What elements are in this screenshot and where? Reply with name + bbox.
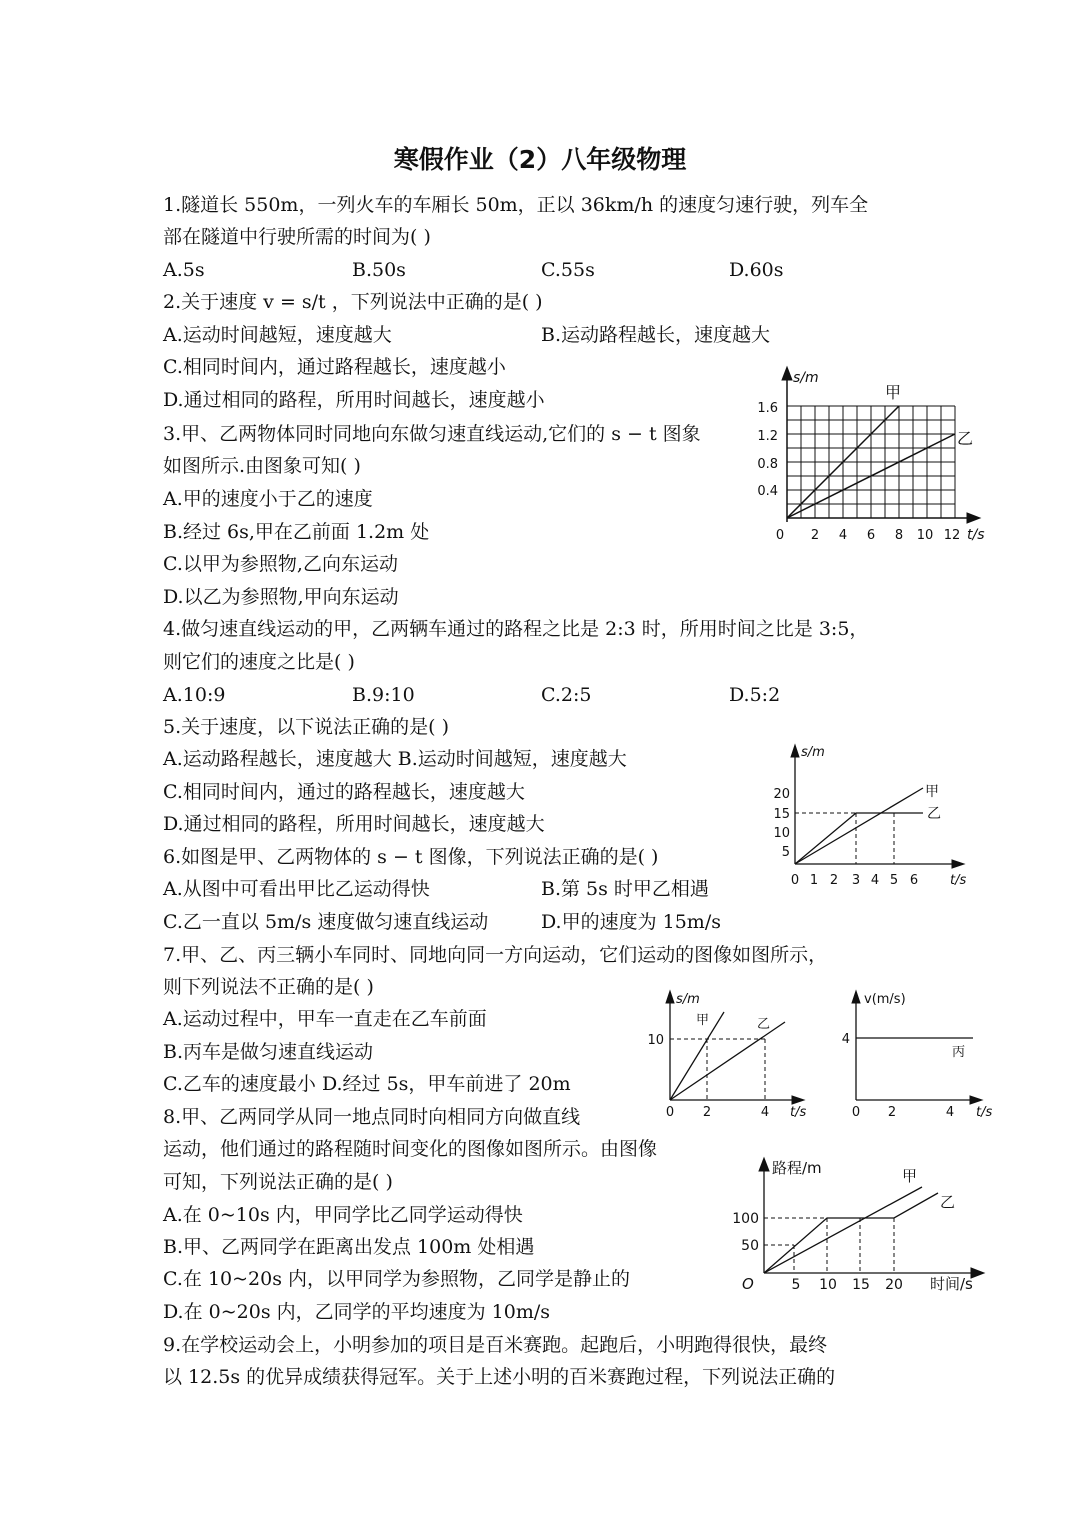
y-tick: 10 [647,1033,664,1048]
x-tick: 1 [809,873,819,888]
series-label-bing: 丙 [952,1045,966,1060]
y-arrow [782,367,792,380]
x-tick: 12 [943,528,961,543]
q9-stem-1: 9.在学校运动会上，小明参加的项目是百米赛跑。起跑后，小明跑得很快，最终 [163,1334,828,1356]
series-label-yi: 乙 [927,806,941,822]
y-label: s/m [793,370,819,386]
y-label: v(m/s) [864,992,906,1007]
x-tick: 0 [665,1105,675,1120]
q3-option-a: A.甲的速度小于乙的速度 [163,488,373,510]
series-jia [764,1187,922,1273]
q2-option-d: D.通过相同的路程，所用时间越长，速度越小 [163,389,545,411]
x-tick: 4 [760,1105,770,1120]
q8-option-d: D.在 0~20s 内，乙同学的平均速度为 10m/s [163,1301,550,1323]
x-label: 时间/s [930,1275,973,1293]
y-label: s/m [676,992,700,1007]
y-label: s/m [801,745,825,760]
q7-stem-2: 则下列说法不正确的是( ) [163,976,374,998]
y-tick: 1.2 [757,429,778,444]
x-tick: 20 [885,1277,903,1293]
series-label-jia: 甲 [885,383,902,402]
q6-option-d: D.甲的速度为 15m/s [541,911,721,933]
grid [787,406,955,518]
q4-option-c: C.2:5 [541,684,592,706]
page-title: 寒假作业（2）八年级物理 [393,145,687,174]
q4-stem-2: 则它们的速度之比是( ) [163,651,355,673]
x-tick: 2 [810,528,820,543]
y-label: 路程/m [772,1159,822,1177]
q2-stem: 2.关于速度 v = s/t ，下列说法中正确的是( ) [163,291,543,313]
x-label: t/s [976,1105,993,1120]
q2-option-b: B.运动路程越长，速度越大 [541,324,771,346]
x-tick: 6 [909,873,919,888]
origin-label: O [742,1275,754,1293]
x-label: t/s [950,873,967,888]
figure-q3-st-graph [745,362,1005,547]
q7-option-a: A.运动过程中，甲车一直走在乙车前面 [163,1008,487,1030]
x-tick: 8 [894,528,904,543]
x-tick: 4 [870,873,880,888]
x-tick: 0 [851,1105,861,1120]
y-tick: 0.8 [757,457,778,472]
x-tick: 10 [819,1277,837,1293]
x-tick: 15 [852,1277,870,1293]
series-yi [670,1022,785,1100]
series-yi [764,1193,938,1273]
x-arrow [970,1096,982,1104]
y-arrow [852,991,860,1003]
q6-option-a: A.从图中可看出甲比乙运动得快 [163,878,430,900]
q3-stem-1: 3.甲、乙两物体同时同地向东做匀速直线运动,它们的 s − t 图象 [163,423,701,445]
series-label-jia: 甲 [902,1167,918,1185]
q6-option-b: B.第 5s 时甲乙相遇 [541,878,709,900]
y-arrow [791,745,799,757]
x-tick: 2 [829,873,839,888]
q3-option-c: C.以甲为参照物,乙向东运动 [163,553,398,575]
q5-option-d: D.通过相同的路程，所用时间越长，速度越大 [163,813,545,835]
series-label-jia: 甲 [925,784,939,800]
y-tick: 10 [773,826,790,841]
q1-line1: 1.隧道长 550m，一列火车的车厢长 50m，正以 36km/h 的速度匀速行驶，列车全 [163,194,869,216]
x-tick: 4 [945,1105,955,1120]
q1-option-b: B.50s [352,259,406,281]
series-label-yi: 乙 [957,429,974,448]
q1-option-c: C.55s [541,259,595,281]
q7-stem-1: 7.甲、乙、丙三辆小车同时、同地向同一方向运动，它们运动的图像如图所示， [163,944,828,966]
y-tick: 4 [841,1032,850,1047]
y-tick: 5 [781,845,790,860]
series-yi [795,813,923,864]
q4-option-a: A.10:9 [163,684,226,706]
q4-option-d: D.5:2 [729,684,781,706]
q3-option-b: B.经过 6s,甲在乙前面 1.2m 处 [163,521,430,543]
q1-option-a: A.5s [163,259,205,281]
q8-option-a: A.在 0~10s 内，甲同学比乙同学运动得快 [163,1204,523,1226]
figure-q7-st-graph [640,988,820,1123]
x-arrow [971,1268,984,1278]
series-label-yi: 乙 [757,1017,771,1032]
series-jia [795,788,923,864]
x-tick: 6 [866,528,876,543]
series-label-jia: 甲 [696,1013,710,1028]
x-tick: 5 [791,1277,801,1293]
y-arrow [666,991,674,1003]
x-tick: 3 [851,873,861,888]
figure-q8-graph [730,1153,1000,1298]
q8-stem-1: 8.甲、乙两同学从同一地点同时向相同方向做直线 [163,1106,581,1128]
q2-option-c: C.相同时间内，通过路程越长，速度越小 [163,356,506,378]
x-tick: 2 [702,1105,712,1120]
x-tick: 2 [887,1105,897,1120]
q8-stem-2: 运动，他们通过的路程随时间变化的图像如图所示。由图像 [163,1138,658,1160]
x-tick: 0 [775,528,785,543]
y-arrow [759,1158,769,1171]
q7-options-cd: C.乙车的速度最小 D.经过 5s，甲车前进了 20m [163,1073,571,1095]
x-tick: 5 [889,873,899,888]
y-tick: 1.6 [757,401,778,416]
y-tick: 100 [732,1211,759,1227]
x-arrow [952,860,964,868]
q8-option-c: C.在 10~20s 内，以甲同学为参照物，乙同学是静止的 [163,1268,631,1290]
q4-stem-1: 4.做匀速直线运动的甲，乙两辆车通过的路程之比是 2:3 时，所用时间之比是 3:5， [163,618,869,640]
x-arrow [792,1096,804,1104]
y-tick: 0.4 [757,484,778,499]
q5-option-c: C.相同时间内，通过的路程越长，速度越大 [163,781,525,803]
q4-option-b: B.9:10 [352,684,415,706]
q7-option-b: B.丙车是做匀速直线运动 [163,1041,374,1063]
figure-q7-vt-graph [828,988,1003,1123]
q8-option-b: B.甲、乙两同学在距离出发点 100m 处相遇 [163,1236,535,1258]
q5-options-ab: A.运动路程越长，速度越大 B.运动时间越短，速度越大 [163,748,627,770]
q3-stem-2: 如图所示.由图象可知( ) [163,455,361,477]
y-tick: 50 [741,1238,759,1254]
series-label-yi: 乙 [940,1193,956,1211]
q1-line2: 部在隧道中行驶所需的时间为( ) [163,226,431,248]
q9-stem-2: 以 12.5s 的优异成绩获得冠军。关于上述小明的百米赛跑过程，下列说法正确的 [163,1366,836,1388]
figure-q6-st-graph [770,740,980,890]
q5-stem: 5.关于速度，以下说法正确的是( ) [163,716,449,738]
x-tick: 4 [838,528,848,543]
q3-option-d: D.以乙为参照物,甲向东运动 [163,586,399,608]
x-arrow [967,513,980,523]
q8-stem-3: 可知，下列说法正确的是( ) [163,1171,393,1193]
q6-stem: 6.如图是甲、乙两物体的 s − t 图像，下列说法正确的是( ) [163,846,659,868]
x-tick: 10 [916,528,934,543]
q6-option-c: C.乙一直以 5m/s 速度做匀速直线运动 [163,911,489,933]
y-tick: 15 [773,807,790,822]
x-tick: 0 [790,873,800,888]
x-label: t/s [790,1105,807,1120]
y-tick: 20 [773,787,790,802]
x-label: t/s [967,527,985,543]
q1-option-d: D.60s [729,259,784,281]
q2-option-a: A.运动时间越短，速度越大 [163,324,392,346]
